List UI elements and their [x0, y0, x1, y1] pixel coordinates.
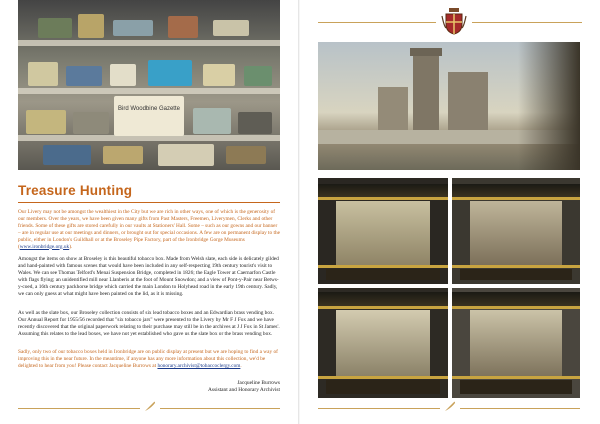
tobacco-box-photo-3 [318, 288, 448, 398]
footer-rule-right-r [460, 408, 580, 409]
signature-name: Jacqueline Burrows [237, 380, 280, 386]
crest-icon [440, 6, 468, 36]
right-page [300, 0, 600, 424]
footer-rule-left [18, 408, 140, 409]
tobacco-box-photo-1 [318, 178, 448, 284]
quill-icon [144, 400, 156, 412]
headline-rule [18, 202, 280, 203]
body-paragraph-1: Amongst the items on show at Broseley is this beautiful tobacco box. Made from Welsh slate, each side is delicately gilded and hand-painted with famous scenes that would have been included in any self-respecting 19th century tourist's visit to Wales. We can see Thomas Telford's Menai Suspension Bridge, completed in 1826; the Eagle Tower at Caernarfon Castle with flags flying; an unidentified mill near Llanberis at the foot of Mount Snowdon; and a view of Pont-y-Pair near Betws-y-coed, a 16th century packhorse bridge which carried the main London to Holyhead road in the early 19th century. Sadly, we can only guess at what might have been painted on the lid, as it is missing. [18, 256, 279, 297]
header-rule-right [472, 22, 582, 23]
email-link[interactable]: honorary.archivist@tobaccoclergy.com [157, 362, 241, 369]
ironbridge-link[interactable]: www.ironbridge.org.uk [19, 243, 70, 250]
intro-paragraph: Our Livery may not be amongst the wealthiest in the City but we are rich in other ways, one of which is the generosity of our members. Over the years, we have been given many gifts from Past Masters, Freemen, Liverymen, Clerks and other friends. Some of these gifts are stored carefully in our vaults at Stationers' Hall. Some – such as our gowns and our banner – are in regular use at our meetings and dinners, or brought out for special occasions. A few are on permanent display to the public, either in London's Guildhall or at the Broseley Pipe Factory, part of the Ironbridge Gorge Museums (www.ironbridge.org.uk). [18, 209, 280, 250]
header-rule-left [318, 22, 436, 23]
article-headline: Treasure Hunting [18, 183, 133, 198]
museum-display-photo [18, 0, 280, 170]
tobacco-box-photo-4 [452, 288, 580, 398]
body-paragraph-2: As well as the slate box, our Broseley collection consists of six lead tobacco boxes and an Edwardian brass vending box. Our Annual Report for 1955/56 recorded that "six tobacco jars" were presented to the Livery by Mr F J Fox and we have recently discovered that the original paperwork relating to their purchase may still be in the archives at J J Fox in St James'. Assuming this relates to the lead boxes, we have not yet established who gave us the slate box or the brass vending box. [18, 310, 280, 337]
tin-label: Bird Woodbine Gazette [114, 96, 184, 136]
signature [208, 380, 280, 394]
tobacco-box-photo-2 [452, 178, 580, 284]
body-paragraph-3: Sadly, only two of our tobacco boxes held in Ironbridge are on public display at present but we are hoping to find a way of improving this in the near future. In the meantime, if anyone has any more information about this collection, we'd be delighted to hear from you! Please contact Jacqueline Burrows at honorary.archivist@tobaccoclergy.com. [18, 349, 278, 369]
castle-painting-photo [318, 42, 580, 170]
footer-rule-right [160, 408, 280, 409]
footer-rule-left-r [318, 408, 440, 409]
signature-title: Assistant and Honorary Archivist [207, 387, 280, 393]
quill-icon [444, 400, 456, 412]
